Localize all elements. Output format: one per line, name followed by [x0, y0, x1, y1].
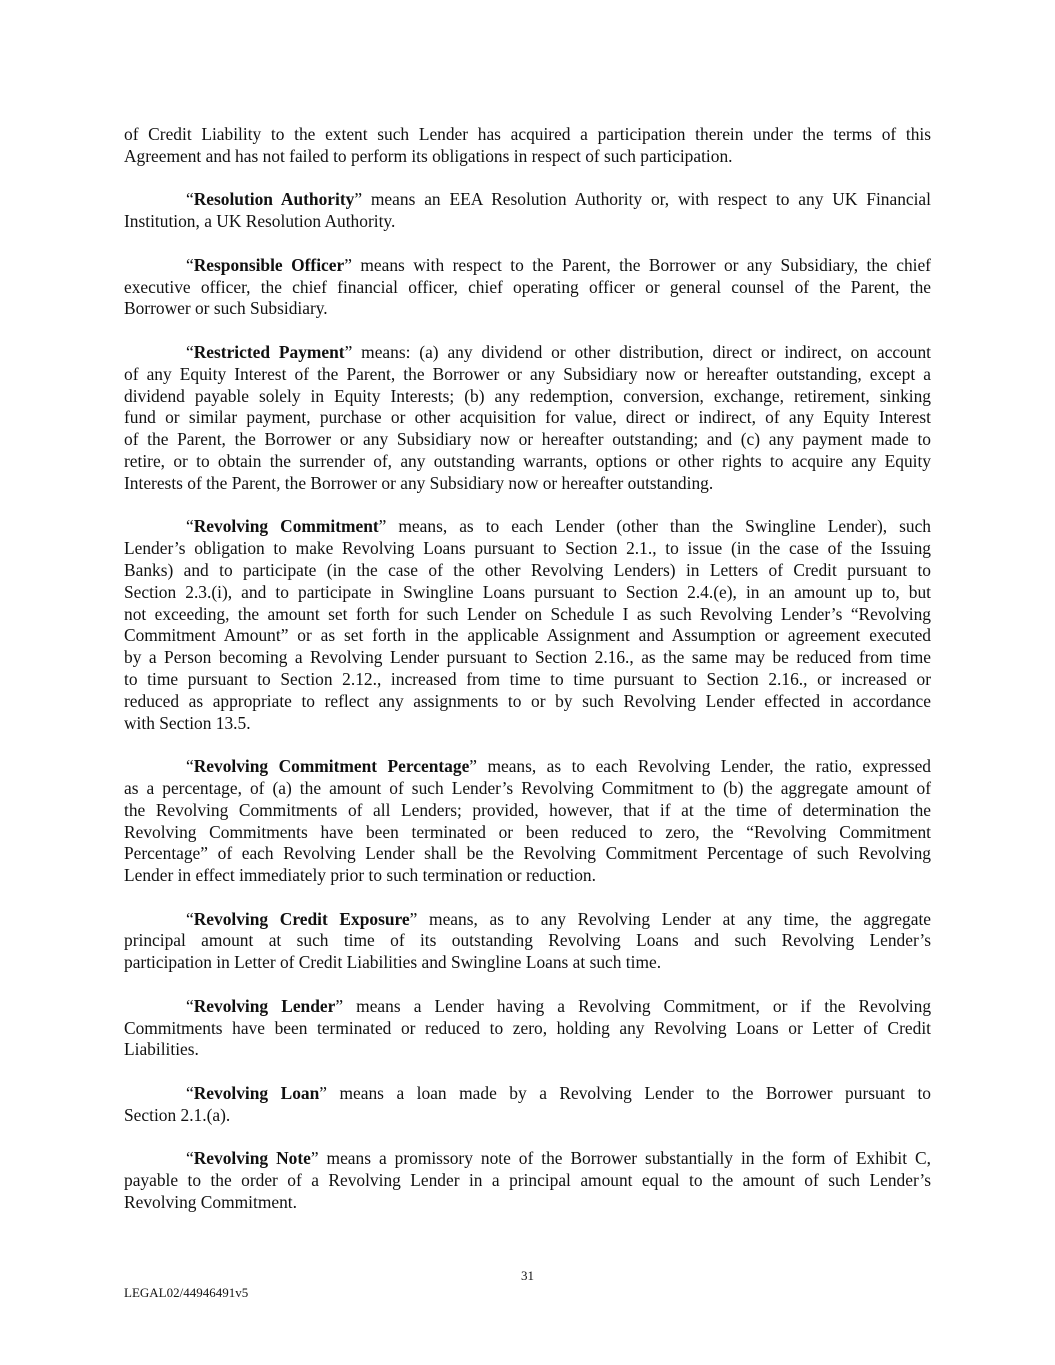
- line-text: Institution, a UK Resolution Authority.: [124, 211, 396, 232]
- text-line: [124, 124, 931, 146]
- line-text: ” means, as to each Lender (other than the Swingline Lender), such: [378, 516, 931, 537]
- text-line: [124, 952, 931, 974]
- definition-paragraph: [124, 1083, 931, 1127]
- text-line: [124, 843, 931, 865]
- line-text: not exceeding, the amount set forth for such Lender on Schedule I as such Revolving Lender’s “Revolving: [124, 603, 931, 624]
- text-line: [124, 473, 931, 495]
- text-line: [124, 669, 931, 691]
- line-text: Banks) and to participate (in the case of the other Revolving Lenders) in Letters of Credit pursuant to: [124, 559, 931, 580]
- line-text: ” means a Lender having a Revolving Commitment, or if the Revolving: [335, 995, 932, 1016]
- line-text: Section 2.1.(a).: [124, 1104, 231, 1125]
- definition-paragraph: [124, 756, 931, 887]
- continued-paragraph: [124, 124, 931, 168]
- document-id-footer: LEGAL02/44946491v5: [124, 1285, 249, 1300]
- line-text: with Section 13.5.: [124, 712, 251, 733]
- text-line: “Resolution Authority” means an EEA Resolution Authority or, with respect to any UK Financial: [186, 189, 931, 210]
- line-text: Interests of the Parent, the Borrower or any Subsidiary now or hereafter outstanding.: [124, 472, 714, 493]
- text-line: [124, 298, 931, 320]
- line-text: Revolving Commitments have been terminated or been reduced to zero, the “Revolving Commitment: [124, 821, 931, 842]
- line-text: dividend payable solely in Equity Interests; (b) any redemption, conversion, exchange, retirement, sinking: [124, 385, 931, 406]
- text-line: [124, 604, 931, 626]
- text-line: [124, 429, 931, 451]
- line-text: reduced as appropriate to reflect any assignments to or by such Revolving Lender effected in accordance: [124, 690, 931, 711]
- text-line: [124, 386, 931, 408]
- line-text: Revolving Commitment.: [124, 1192, 297, 1213]
- text-line: “Revolving Commitment Percentage” means, as to each Revolving Lender, the ratio, expressed: [186, 756, 931, 777]
- defined-term: Revolving Note: [193, 1148, 311, 1169]
- line-text: participation in Letter of Credit Liabilities and Swingline Loans at such time.: [124, 952, 662, 973]
- text-line: [124, 538, 931, 560]
- line-text: ” means, as to any Revolving Lender at any time, the aggregate: [409, 908, 931, 929]
- defined-term: Resolution Authority: [193, 189, 355, 210]
- line-text: Lender in effect immediately prior to such termination or reduction.: [124, 865, 596, 886]
- text-line: “Revolving Lender” means a Lender having a Revolving Commitment, or if the Revolving: [186, 995, 932, 1016]
- definition-paragraph: [124, 909, 931, 974]
- line-text: ” means an EEA Resolution Authority or, with respect to any UK Financial: [354, 189, 931, 210]
- line-text: of Credit Liability to the extent such Lender has acquired a participation therein under the terms of this: [124, 124, 931, 144]
- line-text: Lender’s obligation to make Revolving Loans pursuant to Section 2.1., to issue (in the case of the Issuing: [124, 538, 931, 559]
- line-text: ” means with respect to the Parent, the Borrower or any Subsidiary, the chief: [344, 254, 931, 275]
- text-line: [124, 1018, 931, 1040]
- text-line: [124, 800, 931, 822]
- line-text: as a percentage, of (a) the amount of such Lender’s Revolving Commitment to (b) the aggregate amount of: [124, 777, 931, 798]
- text-line: “Restricted Payment” means: (a) any dividend or other distribution, direct or indirect, on account: [186, 341, 931, 362]
- defined-term: Revolving Commitment: [193, 516, 379, 537]
- document-body: [124, 124, 931, 1236]
- text-line: [124, 865, 931, 887]
- line-text: Percentage” of each Revolving Lender shall be the Revolving Commitment Percentage of such Revolving: [124, 843, 931, 864]
- line-text: Borrower or such Subsidiary.: [124, 298, 328, 319]
- line-text: principal amount at such time of its outstanding Revolving Loans and such Revolving Lender’s: [124, 930, 931, 951]
- text-line: “Revolving Commitment” means, as to each Lender (other than the Swingline Lender), such: [186, 516, 931, 537]
- text-line: [124, 211, 931, 233]
- line-text: ” means, as to each Revolving Lender, the ratio, expressed: [469, 756, 931, 777]
- text-line: [124, 930, 931, 952]
- text-line: [124, 713, 931, 735]
- text-line: [124, 1170, 931, 1192]
- definition-paragraph: [124, 996, 931, 1061]
- defined-term: Responsible Officer: [193, 254, 345, 275]
- definition-paragraph: [124, 189, 931, 233]
- definition-paragraph: [124, 1148, 931, 1213]
- text-line: “Revolving Note” means a promissory note of the Borrower substantially in the form of Exhibit C,: [186, 1148, 931, 1169]
- text-line: [124, 451, 931, 473]
- defined-term: Revolving Commitment Percentage: [193, 756, 470, 777]
- line-text: Liabilities.: [124, 1039, 199, 1060]
- text-line: “Revolving Loan” means a loan made by a Revolving Lender to the Borrower pursuant to: [186, 1083, 931, 1104]
- defined-term: Revolving Loan: [193, 1083, 320, 1104]
- line-text: payable to the order of a Revolving Lender in a principal amount equal to the amount of such Lender’s: [124, 1170, 931, 1191]
- defined-term: Revolving Credit Exposure: [193, 908, 410, 929]
- line-text: of any Equity Interest of the Parent, the Borrower or any Subsidiary now or hereafter outstanding, except a: [124, 363, 931, 384]
- text-line: [124, 364, 931, 386]
- text-line: [124, 277, 931, 299]
- line-text: ” means a promissory note of the Borrower substantially in the form of Exhibit C,: [310, 1148, 931, 1169]
- line-text: ” means a loan made by a Revolving Lender to the Borrower pursuant to: [319, 1083, 931, 1104]
- line-text: retire, or to obtain the surrender of, any outstanding warrants, options or other rights to acquire any Equity: [124, 450, 931, 471]
- text-line: [124, 691, 931, 713]
- line-text: Commitment Amount” or as set forth in the applicable Assignment and Assumption or agreement executed: [124, 625, 931, 646]
- definition-paragraph: [124, 255, 931, 320]
- text-line: [124, 582, 931, 604]
- text-line: “Responsible Officer” means with respect to the Parent, the Borrower or any Subsidiary, the chief: [186, 254, 931, 275]
- text-line: [124, 778, 931, 800]
- text-line: [124, 822, 931, 844]
- definition-paragraph: [124, 342, 931, 495]
- defined-term: Revolving Lender: [193, 995, 336, 1016]
- text-line: [124, 625, 931, 647]
- text-line: [124, 1039, 931, 1061]
- text-line: [124, 1192, 931, 1214]
- text-line: [124, 146, 931, 168]
- line-text: by a Person becoming a Revolving Lender pursuant to Section 2.16., as the same may be reduced from time: [124, 647, 931, 668]
- line-text: fund or similar payment, purchase or other acquisition for value, direct or indirect, of any Equity Interest: [124, 407, 931, 428]
- text-line: [124, 407, 931, 429]
- line-text: of the Parent, the Borrower or any Subsidiary now or hereafter outstanding; and (c) any payment made to: [124, 429, 931, 450]
- line-text: Commitments have been terminated or reduced to zero, holding any Revolving Loans or Letter of Credit: [124, 1017, 931, 1038]
- text-line: [124, 647, 931, 669]
- text-line: [124, 1105, 931, 1127]
- line-text: Section 2.3.(i), and to participate in Swingline Loans pursuant to Section 2.4.(e), in an amount up to, but: [124, 581, 931, 602]
- page-number: 31: [521, 1268, 534, 1283]
- line-text: Agreement and has not failed to perform its obligations in respect of such participation.: [124, 145, 733, 166]
- text-line: “Revolving Credit Exposure” means, as to any Revolving Lender at any time, the aggregate: [186, 908, 931, 929]
- line-text: executive officer, the chief financial officer, chief operating officer or general counsel of the Parent, the: [124, 276, 931, 297]
- line-text: ” means: (a) any dividend or other distribution, direct or indirect, on account: [344, 341, 931, 362]
- definition-paragraph: [124, 516, 931, 734]
- line-text: to time pursuant to Section 2.12., increased from time to time pursuant to Section 2.16., or increased or: [124, 668, 931, 689]
- line-text: the Revolving Commitments of all Lenders; provided, however, that if at the time of determination the: [124, 799, 931, 820]
- text-line: [124, 560, 931, 582]
- defined-term: Restricted Payment: [193, 341, 345, 362]
